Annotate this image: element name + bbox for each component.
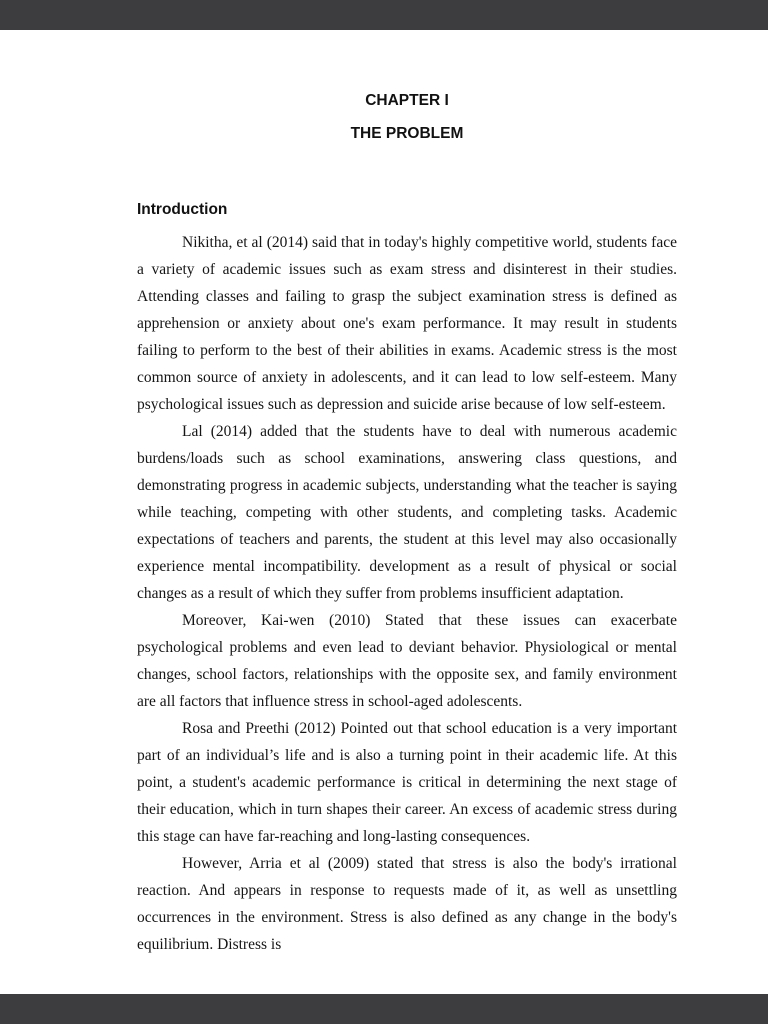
section-heading-introduction: Introduction [137,201,228,218]
paragraph-nikitha: Nikitha, et al (2014) said that in today's highly competitive world, students face a variety of academic issues such as exam stress and disinterest in their studies. Attending classes and failing to grasp the subject examination stress is defined as apprehension or anxiety about one's exam performance. It may result in students failing to perform to the best of their abilities in exams. Academic stress is the most common source of anxiety in adolescents, and it can lead to low self-esteem. Many psychological issues such as depression and suicide arise because of low self-esteem. [137,234,677,413]
viewer-top-bar [0,0,768,30]
paragraph-arria: However, Arria et al (2009) stated that stress is also the body's irrational reaction. And appears in response to requests made of it, as well as unsettling occurrences in the environment. Stress is also defined as any change in the body's equilibrium. Distress is [137,855,677,953]
paragraph-kai-wen: Moreover, Kai-wen (2010) Stated that these issues can exacerbate psychological problems and even lead to deviant behavior. Physiological or mental changes, school factors, relationships with the opposite sex, and family environment are all factors that influence stress in school-aged adolescents. [137,612,677,710]
viewer-bottom-bar [0,994,768,1024]
document-page [0,30,768,994]
paragraph-lal: Lal (2014) added that the students have to deal with numerous academic burdens/loads such as school examinations, answering class questions, and demonstrating progress in academic subjects, understanding what the teacher is saying while teaching, competing with other students, and completing tasks. Academic expectations of teachers and parents, the student at this level may also occasionally experience mental incompatibility. development as a result of physical or social changes as a result of which they suffer from problems insufficient adaptation. [137,423,677,602]
chapter-title: CHAPTER I [365,92,449,109]
paragraph-rosa-preethi: Rosa and Preethi (2012) Pointed out that school education is a very important part of an individual’s life and is also a turning point in their academic life. At this point, a student's academic performance is critical in determining the next stage of their education, which in turn shapes their career. An excess of academic stress during this stage can have far-reaching and long-lasting consequences. [137,720,677,845]
page-content [0,30,768,958]
chapter-subtitle: THE PROBLEM [350,125,464,142]
